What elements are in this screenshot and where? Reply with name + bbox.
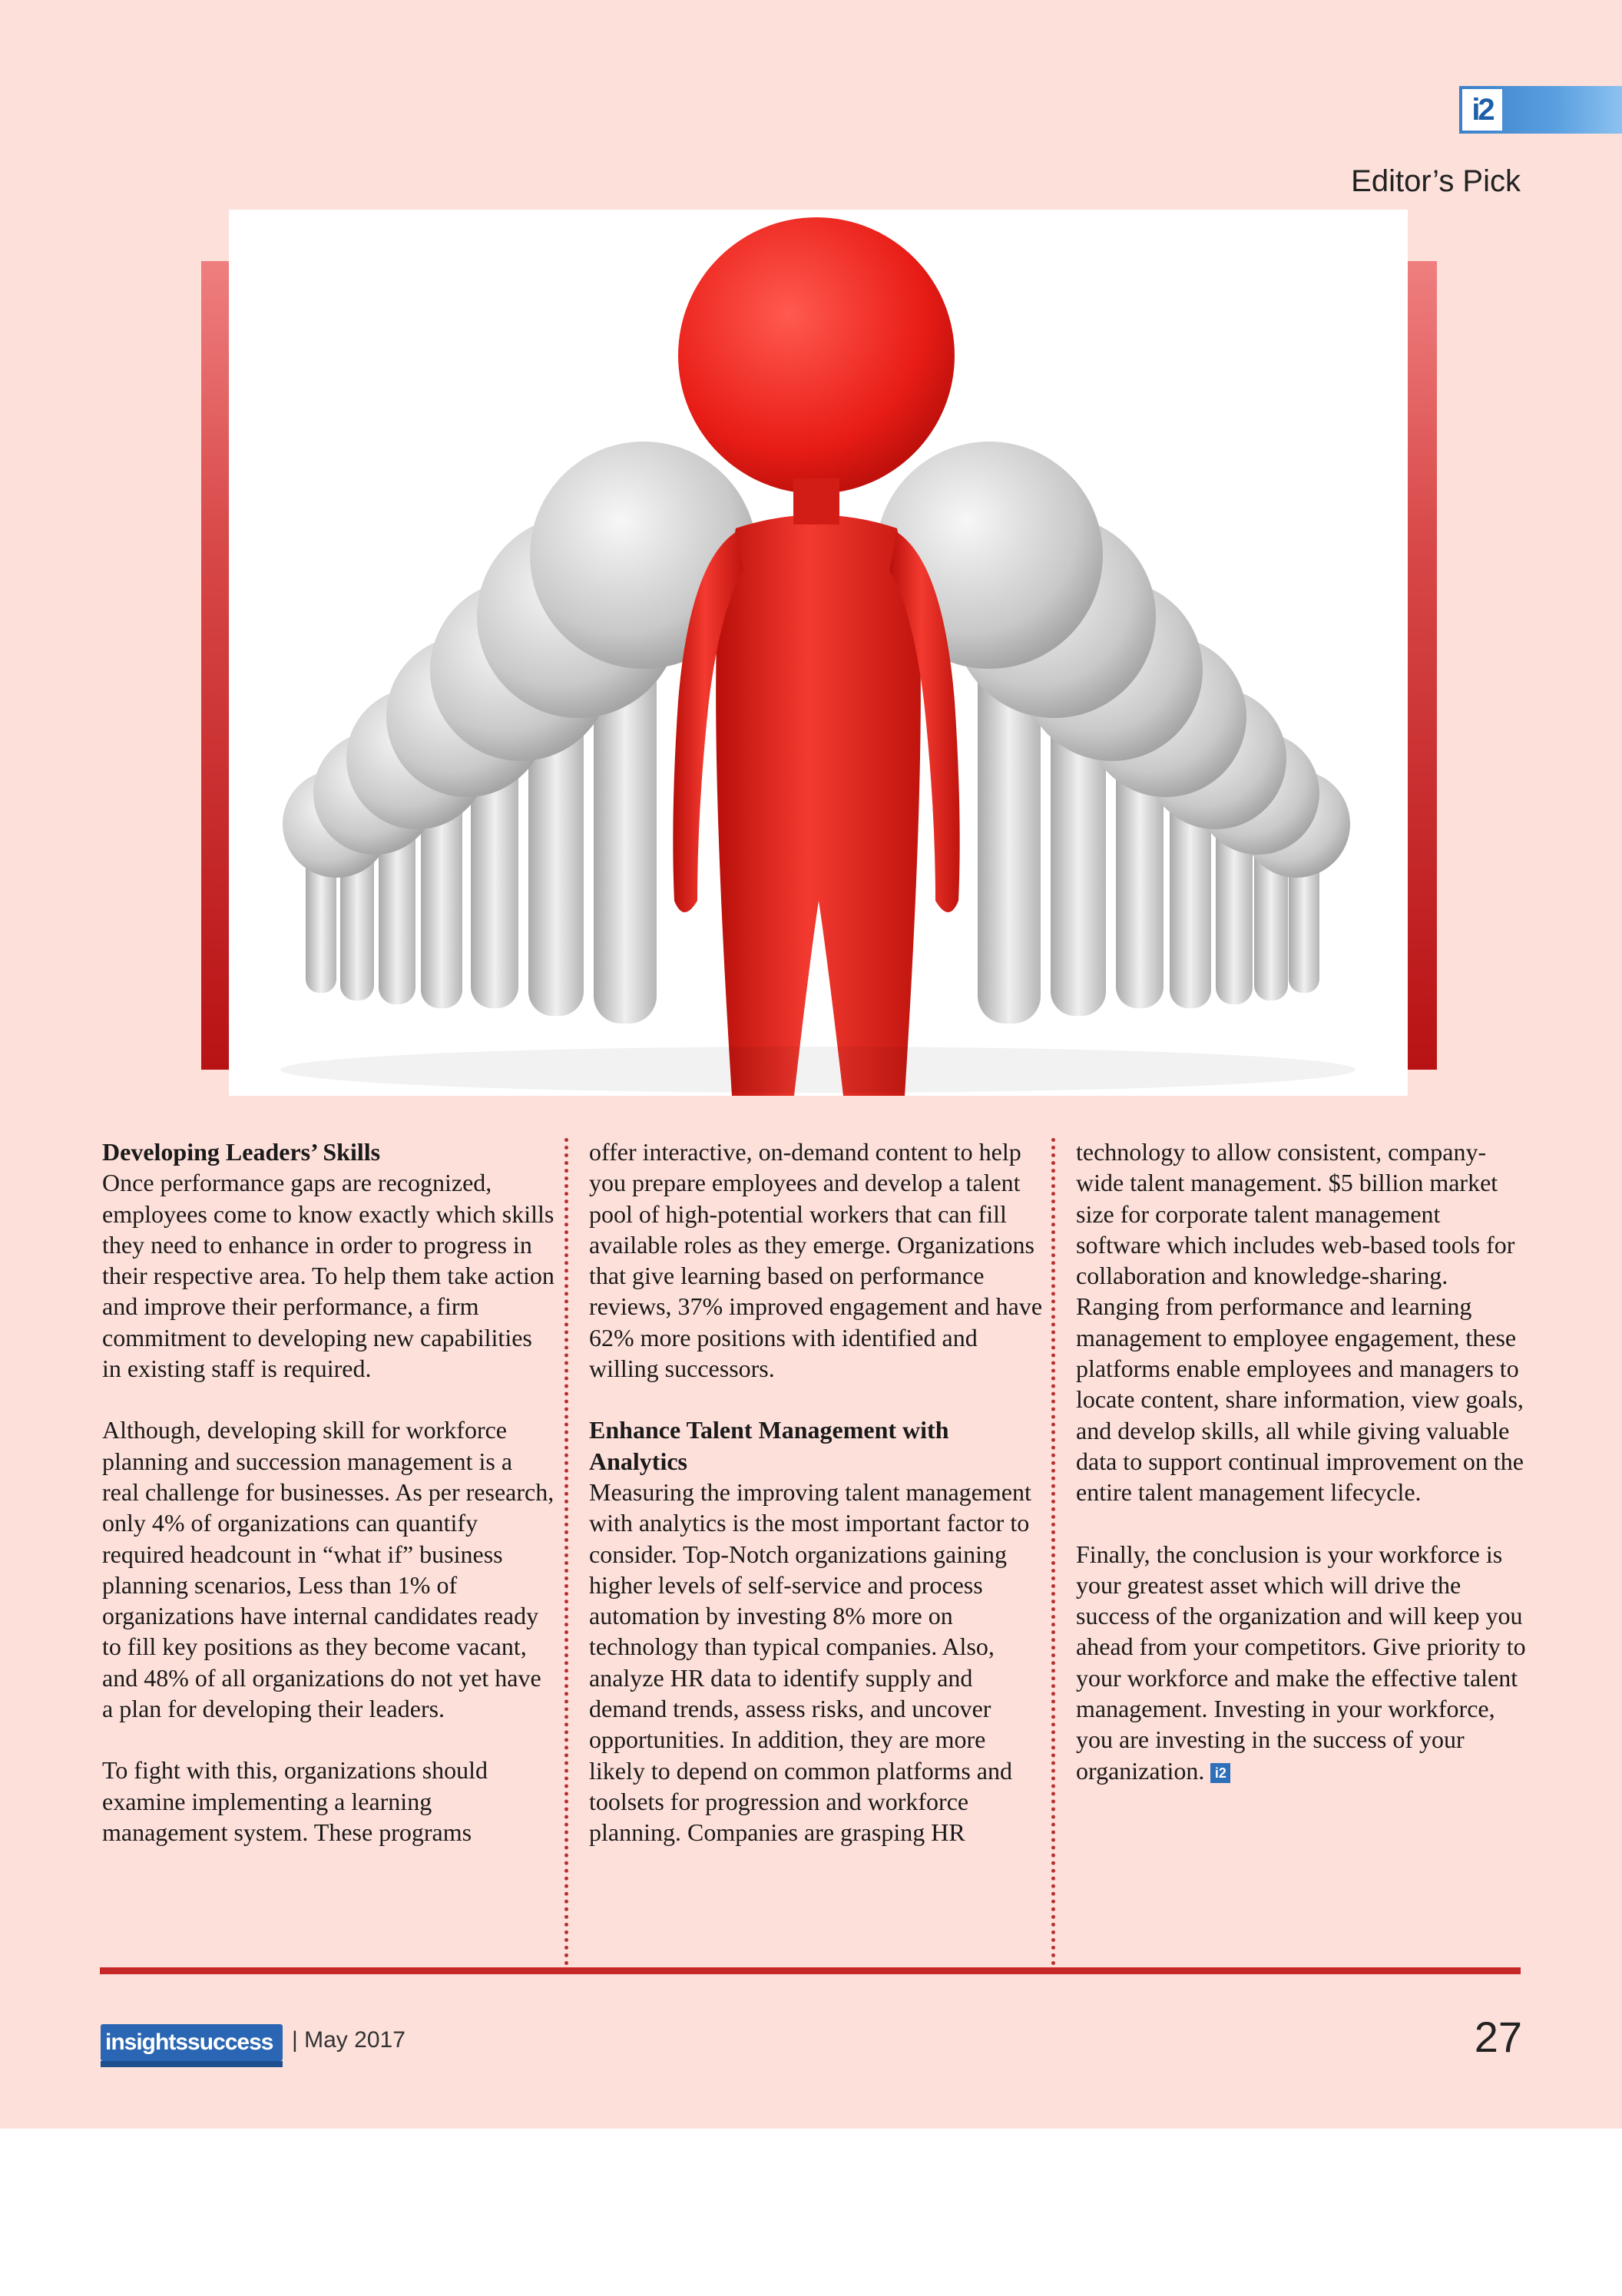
hero-image [229, 210, 1408, 1096]
issue-date: | May 2017 [292, 2027, 406, 2053]
paragraph: Once performance gaps are recognized, employees come to know exactly which skills they need to enhance in order to progress in their respective area. To help them take action and improve their performance, a firm commitment to developing new capabilities in existing staff is required. [102, 1169, 554, 1383]
paragraph: To fight with this, organizations should examine implementing a learning management system. These programs [102, 1756, 488, 1846]
end-mark-icon: i2 [1210, 1763, 1230, 1783]
subheading: Enhance Talent Management with Analytics [589, 1416, 949, 1475]
brand-logo-icon: i2 [1462, 89, 1502, 131]
insights-success-logo: insightssuccess [101, 2024, 283, 2061]
article-column-2 [589, 1136, 1042, 1879]
paragraph [1076, 1539, 1529, 1786]
paragraph: offer interactive, on-demand content to help you prepare employees and develop a talent pool of high-potential workers that can fill available roles as they emerge. Organizations that give learning based on performance reviews, 37% improved engagement and have 62% more positions with identified and willing successors. [589, 1138, 1043, 1383]
column-divider [1051, 1138, 1055, 1966]
article-column-3 [1076, 1136, 1529, 1817]
paragraph: Measuring the improving talent management with analytics is the most important factor to consider. Top-Notch organizations gaining higher levels of self-service and process automation by investing 8% more on technology than typical companies. Also, analyze HR data to identify supply and demand trends, assess risks, and uncover opportunities. In addition, they are more likely to depend on common platforms and toolsets for progression and workforce planning. Companies are grasping HR [589, 1477, 1031, 1847]
paragraph: Although, developing skill for workforce planning and succession management is a real challenge for businesses. As per research, only 4% of organizations can quantify required headcount in “what if” business planning scenarios, Less than 1% of organizations have internal candidates ready to fill key positions as they become vacant, and 48% of all organizations do not yet have a plan for developing their leaders. [102, 1416, 554, 1723]
paragraph: technology to allow consistent, company-wide talent management. $5 billion market size for corporate talent management software which includes web-based tools for collaboration and knowledge-sharing. Ranging from performance and learning management to employee engagement, these platforms enable employees and managers to locate content, share information, view goals, and develop skills, all while giving valuable data to support continual improvement on the entire talent management lifecycle. [1076, 1138, 1524, 1507]
page-number: 27 [1474, 2013, 1522, 2061]
blank-margin [0, 2129, 1622, 2296]
footer-rule [100, 1967, 1521, 1974]
red-leader-figure-icon [229, 210, 1408, 1096]
brand-tab [1459, 86, 1622, 134]
closing-paragraph: Finally, the conclusion is your workforce is your greatest asset which will drive the success of the organization and will keep you ahead from your competitors. Give priority to your workforce and make the effective talent management. Investing in your workforce, you are investing in the success of your organization. [1076, 1540, 1526, 1785]
subheading: Developing Leaders’ Skills [102, 1138, 381, 1166]
column-divider [564, 1138, 568, 1966]
section-label: Editor’s Pick [1351, 164, 1521, 198]
article-column-1 [102, 1136, 555, 1878]
